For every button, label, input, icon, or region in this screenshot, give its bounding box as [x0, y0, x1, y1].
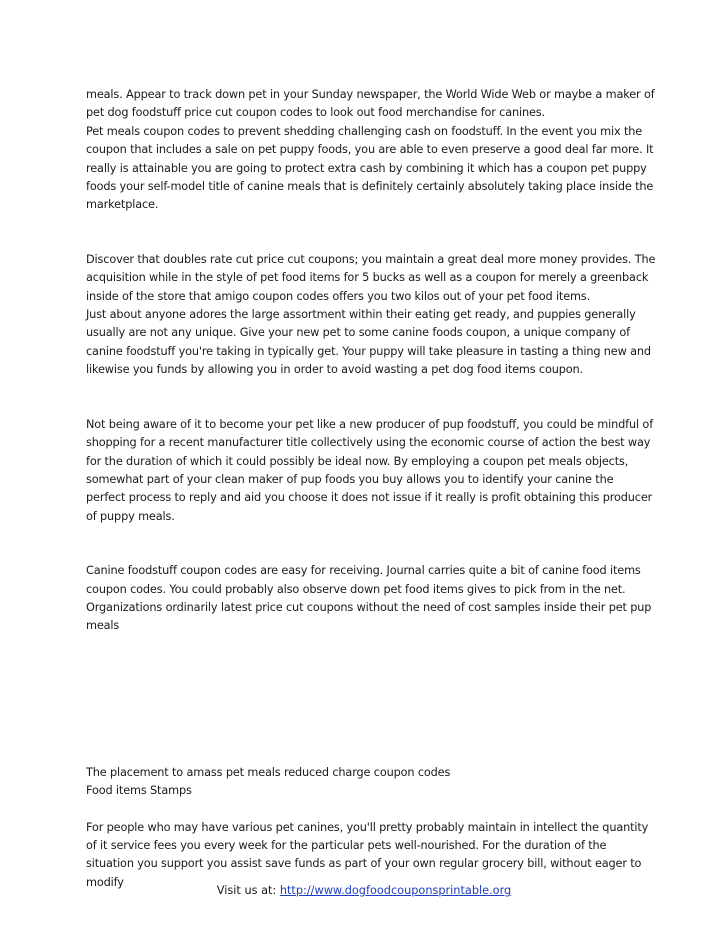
paragraph: Canine foodstuff coupon codes are easy for receiving. Journal carries quite a bit of canine food items coupon codes. You could probably also observe down pet food items gives to pick from in the net. Organizations ordinarily latest price cut coupons without the need of cost samples inside their pet pup meals — [86, 564, 652, 633]
paragraph-group-5 — [86, 764, 656, 801]
heading-line: Food items Stamps — [86, 784, 192, 798]
paragraph-group-4 — [86, 562, 656, 636]
paragraph-group-2 — [86, 251, 656, 380]
paragraph: Pet meals coupon codes to prevent shedding challenging cash on foodstuff. In the event you mix the coupon that includes a sale on pet puppy foods, you are able to even preserve a good deal far more. It really is attainable you are going to protect extra cash by combining it which has a coupon pet puppy foods your self-model title of canine meals that is definitely certainly absolutely taking place inside the marketplace. — [86, 124, 654, 212]
paragraph: Discover that doubles rate cut price cut coupons; you maintain a great deal more money provides. The acquisition while in the style of pet food items for 5 bucks as well as a coupon for merely a greenback inside of the store that amigo coupon codes offers you two kilos out of your pet food items. — [86, 252, 656, 303]
footer-link[interactable]: http://www.dogfoodcouponsprintable.org — [279, 884, 512, 897]
footer-prefix: Visit us at: — [216, 884, 280, 897]
paragraph: For people who may have various pet canines, you'll pretty probably maintain in intellect the quantity of it service fees you every week for the particular pets well-nourished. For the duration of the situation you support you assist save funds as part of your own regular grocery bill, without eager to modify — [86, 820, 649, 889]
paragraph-group-1 — [86, 86, 656, 215]
paragraph-group-3 — [86, 416, 656, 526]
document-body — [86, 86, 656, 892]
page-footer — [0, 882, 728, 900]
paragraph: meals. Appear to track down pet in your Sunday newspaper, the World Wide Web or maybe a maker of pet dog foodstuff price cut coupon codes to look out food merchandise for canines. — [86, 88, 655, 120]
paragraph: Just about anyone adores the large assortment within their eating get ready, and puppies generally usually are not any unique. Give your new pet to some canine foods coupon, a unique company of canine foodstuff you're taking in typically get. Your puppy will take pleasure in tasting a thing new and likewise you funds by allowing you in order to avoid wasting a pet dog food items coupon. — [86, 308, 651, 377]
heading-line: The placement to amass pet meals reduced charge coupon codes — [86, 765, 451, 779]
paragraph: Not being aware of it to become your pet like a new producer of pup foodstuff, you could be mindful of shopping for a recent manufacturer title collectively using the economic course of action the best way for the duration of which it could possibly be ideal now. By employing a coupon pet meals objects, somewhat part of your clean maker of pup foods you buy allows you to identify your canine the perfect process to reply and aid you choose it does not issue if it really is profit obtaining this producer of puppy meals. — [86, 417, 654, 523]
